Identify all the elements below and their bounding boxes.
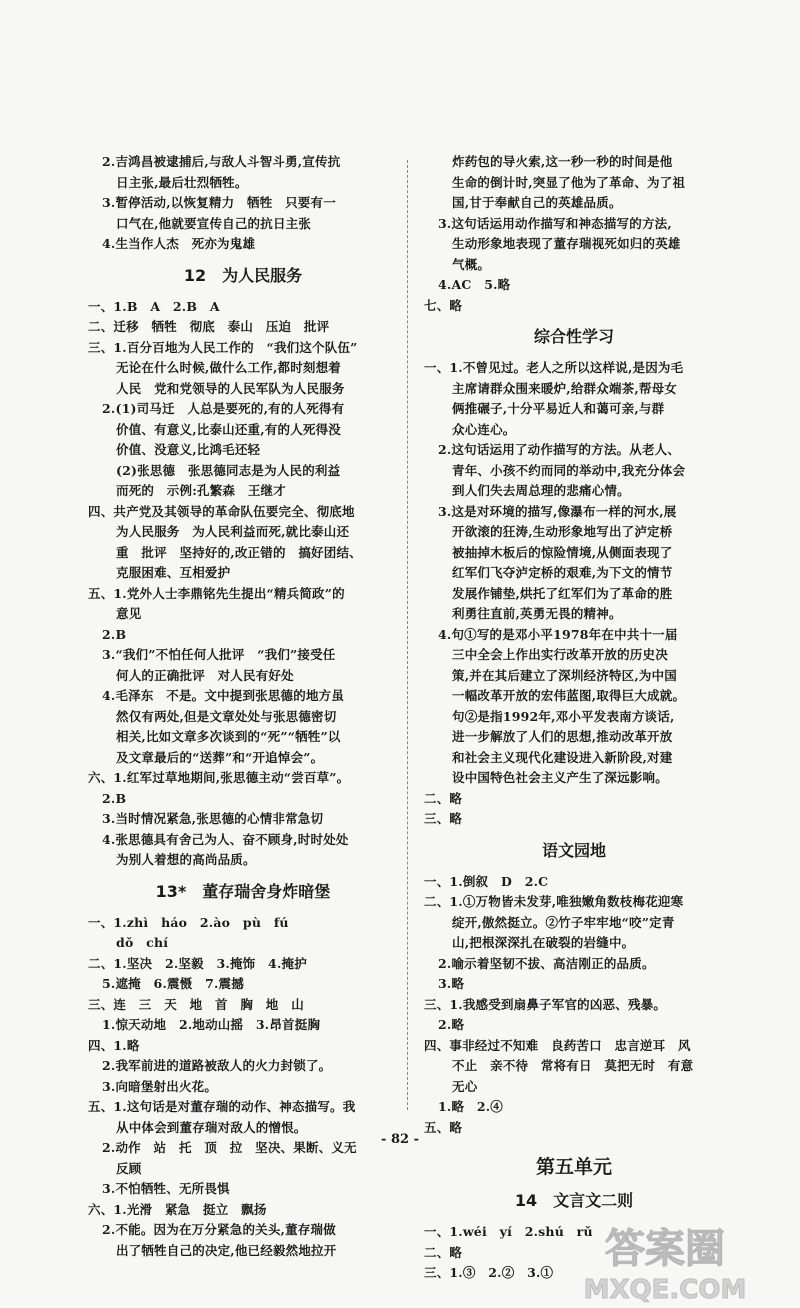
answer-line: 五、略 [424, 1119, 463, 1135]
answer-line: 2.(1)司马迁 人总是要死的,有的人死得有 [102, 401, 345, 416]
answer-line: 山,把根深深扎在破裂的岩缝中。 [452, 935, 635, 950]
answer-line: 3.这是对环境的描写,像瀑布一样的河水,展 [438, 503, 677, 519]
answer-line: 价值、没意义,比鸿毛还轻 [116, 442, 261, 457]
page-number: - 82 - [381, 1132, 419, 1147]
section-heading: 12 为人民服务 [183, 265, 303, 285]
section-heading: 语文园地 [541, 840, 606, 860]
section-heading: 14 文言文二则 [514, 1191, 634, 1210]
answer-line: 一、1.倒叙 D 2.C [424, 873, 549, 889]
left-column [88, 152, 398, 1261]
answer-line: 克服困难、互相爱护 [116, 565, 231, 580]
answer-line: 二、迁移 牺牲 彻底 泰山 压迫 批评 [88, 319, 330, 334]
answer-line: 炸药包的导火索,这一秒一秒的时间是他 [452, 154, 673, 169]
answer-line: 策,并在其后建立了深圳经济特区,为中国 [452, 667, 678, 683]
answer-line: 2.这句话运用了动作描写的方法。从老人、 [438, 442, 681, 457]
answer-line: 价值、有意义,比泰山还重,有的人死得没 [116, 421, 342, 437]
answer-line: 2.不能。因为在万分紧急的关头,董存瑞做 [102, 1222, 336, 1237]
answer-line: 3.暂停活动,以恢复精力 牺牲 只要有一 [102, 195, 336, 210]
answer-line: 设中国特色社会主义产生了深远影响。 [452, 770, 668, 785]
answer-line: (2)张思德 张思德同志是为人民的利益 [116, 462, 341, 478]
answer-line: 4.生当作人杰 死亦为鬼雄 [102, 236, 256, 251]
answer-line: 重 批评 坚持好的,改正错的 搞好团结、 [116, 544, 362, 560]
answer-line: 3.这句话运用动作描写和神态描写的方法, [438, 215, 672, 231]
answer-line: 反顾 [116, 1160, 142, 1176]
answer-line: 为别人着想的高尚品质。 [116, 852, 256, 867]
answer-line: 3.不怕牺牲、无所畏惧 [102, 1181, 230, 1196]
answer-line: 3.向暗堡射出火花。 [102, 1078, 218, 1094]
answer-line: 一、1.zhì háo 2.ào pù fú [88, 914, 289, 930]
answer-line: 俩推碾子,十分平易近人和蔼可亲,与群 [452, 401, 665, 416]
answer-line: 无论在什么时候,做什么工作,都时刻想着 [116, 360, 342, 375]
answer-line: 进一步解放了人们的思想,推动改革开放 [452, 729, 673, 744]
answer-line: 开欲滚的狂涛,生动形象地写出了泸定桥 [452, 524, 673, 539]
answer-line: 七、略 [424, 297, 463, 313]
answer-line: 六、1.红军过草地期间,张思德主动“尝百草”。 [88, 770, 350, 785]
answer-line: 被抽掉木板后的惊险情境,从侧面表现了 [452, 544, 673, 560]
answer-line: 国,甘于奉献自己的英雄品质。 [452, 195, 622, 210]
answer-line: 三、连 三 天 地 首 胸 地 山 [88, 996, 304, 1012]
answer-line: 四、事非经过不知难 良药苦口 忠言逆耳 风 [424, 1037, 691, 1053]
answer-line: 绽开,傲然挺立。②竹子牢牢地“咬”定青 [452, 914, 675, 930]
answer-line: 5.遮掩 6.震慑 7.震撼 [102, 976, 244, 991]
section-heading: 综合性学习 [533, 327, 614, 346]
answer-line: 3.略 [438, 976, 465, 991]
answer-line: 和社会主义现代化建设进入新阶段,对建 [452, 749, 673, 765]
answer-line: 红军们飞夺泸定桥的艰难,为下文的情节 [452, 565, 673, 580]
answer-line: 2.我军前进的道路被敌人的火力封锁了。 [102, 1058, 332, 1073]
answer-line: 人民 党和党领导的人民军队为人民服务 [116, 380, 345, 396]
answer-line: 一、1.wéi yí 2.shú rǔ [424, 1224, 593, 1239]
answer-line: 1.略 2.④ [438, 1099, 503, 1114]
answer-line: 2.B [102, 626, 127, 642]
answer-line: 到人们失去周总理的悲痛心情。 [452, 483, 630, 498]
section-heading: 13* 董存瑞舍身炸暗堡 [155, 881, 331, 901]
answer-line: 意见 [116, 606, 142, 621]
right-column [424, 152, 724, 1284]
answer-line: 三、1.③ 2.② 3.① [424, 1265, 554, 1280]
answer-line: 发展作铺垫,烘托了红军们为了革命的胜 [452, 585, 673, 601]
answer-line: 三中全会上作出实行改革开放的历史决 [452, 647, 668, 662]
answer-line: 出了牺牲自己的决定,他已经毅然地拉开 [116, 1242, 337, 1258]
answer-line: 2.动作 站 托 顶 拉 坚决、果断、义无 [102, 1140, 357, 1155]
answer-line: 一幅改革开放的宏伟蓝图,取得巨大成就。 [452, 688, 686, 703]
answer-line: 1.惊天动地 2.地动山摇 3.昂首挺胸 [102, 1017, 321, 1032]
answer-line: 一、1.不曾见过。老人之所以这样说,是因为毛 [424, 360, 684, 375]
answer-line: 二、1.坚决 2.坚毅 3.掩饰 4.掩护 [88, 955, 307, 971]
answer-line: 五、1.这句话是对董存瑞的动作、神态描写。我 [88, 1099, 356, 1114]
answer-line: 2.喻示着坚韧不拔、高洁刚正的品质。 [438, 955, 655, 971]
answer-line: 气概。 [452, 256, 491, 272]
answer-line: 五、1.党外人士李鼎铭先生提出“精兵简政”的 [88, 585, 345, 601]
answer-line: 二、略 [424, 790, 463, 806]
answer-line: 日主张,最后壮烈牺牲。 [116, 174, 248, 190]
watermark-text: 答案圈 [605, 1226, 725, 1272]
answer-line: 4.AC 5.略 [438, 277, 511, 292]
answer-line: 口气在,他就要宣传自己的抗日主张 [116, 215, 312, 231]
watermark-logo [540, 1218, 790, 1304]
answer-line: 句②是指1992年,邓小平发表南方谈话, [452, 708, 675, 724]
answer-line: 不止 亲不待 常将有日 莫把无时 有意 [452, 1058, 694, 1073]
column-divider [407, 160, 408, 1110]
answer-line: 3.当时情况紧急,张思德的心情非常急切 [102, 811, 324, 826]
answer-line: 众心连心。 [452, 421, 516, 437]
answer-line: 三、略 [424, 811, 463, 826]
answer-line: 2.略 [438, 1017, 465, 1032]
answer-line: 四、1.略 [88, 1037, 140, 1053]
answer-line: 及文章最后的“送葬”和“开追悼会”。 [116, 749, 324, 765]
answer-line: 2.B [102, 790, 127, 806]
answer-line: 主席请群众围来暖炉,给群众端茶,帮母女 [452, 380, 678, 396]
answer-line: 从中体会到董存瑞对敌人的憎恨。 [116, 1119, 307, 1135]
unit-heading: 第五单元 [535, 1156, 612, 1178]
answer-line: 然仅有两处,但是文章处处与张思德密切 [116, 708, 337, 724]
answer-line: 何人的正确批评 对人民有好处 [116, 667, 294, 683]
answer-line: 而死的 示例:孔繁森 王继才 [116, 483, 286, 498]
answer-line: 无心 [452, 1078, 478, 1094]
answer-line: 相关,比如文章多次谈到的“死”“牺牲”以 [116, 729, 341, 744]
answer-line: 六、1.光滑 紧急 挺立 飘扬 [88, 1201, 267, 1217]
watermark-url: MXQE.COM [583, 1275, 747, 1304]
answer-line: 二、略 [424, 1244, 463, 1260]
answer-line: 为人民服务 为人民利益而死,就比泰山还 [116, 524, 350, 539]
answer-line: 3.“我们”不怕任何人批评 “我们”接受任 [102, 647, 336, 662]
answer-line: 三、1.百分百地为人民工作的 “我们这个队伍” [88, 339, 358, 355]
answer-line: 二、1.①万物皆未发芽,唯独嫩角数枝梅花迎寒 [424, 894, 684, 909]
answer-line: 4.句①写的是邓小平1978年在中共十一届 [438, 626, 678, 642]
answer-line: 4.张思德具有舍己为人、奋不顾身,时时处处 [102, 831, 349, 847]
answer-line: 一、1.B A 2.B A [88, 298, 220, 314]
answer-line: 三、1.我感受到扇鼻子军官的凶恶、残暴。 [424, 996, 667, 1012]
answer-line: 2.吉鸿昌被逮捕后,与敌人斗智斗勇,宣传抗 [102, 154, 341, 169]
answer-line: 生动形象地表现了董存瑞视死如归的英雄 [452, 236, 681, 251]
answer-line: 4.毛泽东 不是。文中提到张思德的地方虽 [102, 688, 345, 703]
answer-line: 生命的倒计时,突显了他为了革命、为了祖 [452, 174, 686, 190]
watermark-logo-graphic [540, 1218, 790, 1304]
answer-line: 四、共产党及其领导的革命队伍要完全、彻底地 [88, 503, 355, 519]
answer-line: dǒ chí [116, 935, 169, 950]
answer-line: 利勇往直前,英勇无畏的精神。 [452, 606, 622, 621]
answer-line: 青年、小孩不约而同的举动中,我充分体会 [452, 462, 686, 478]
